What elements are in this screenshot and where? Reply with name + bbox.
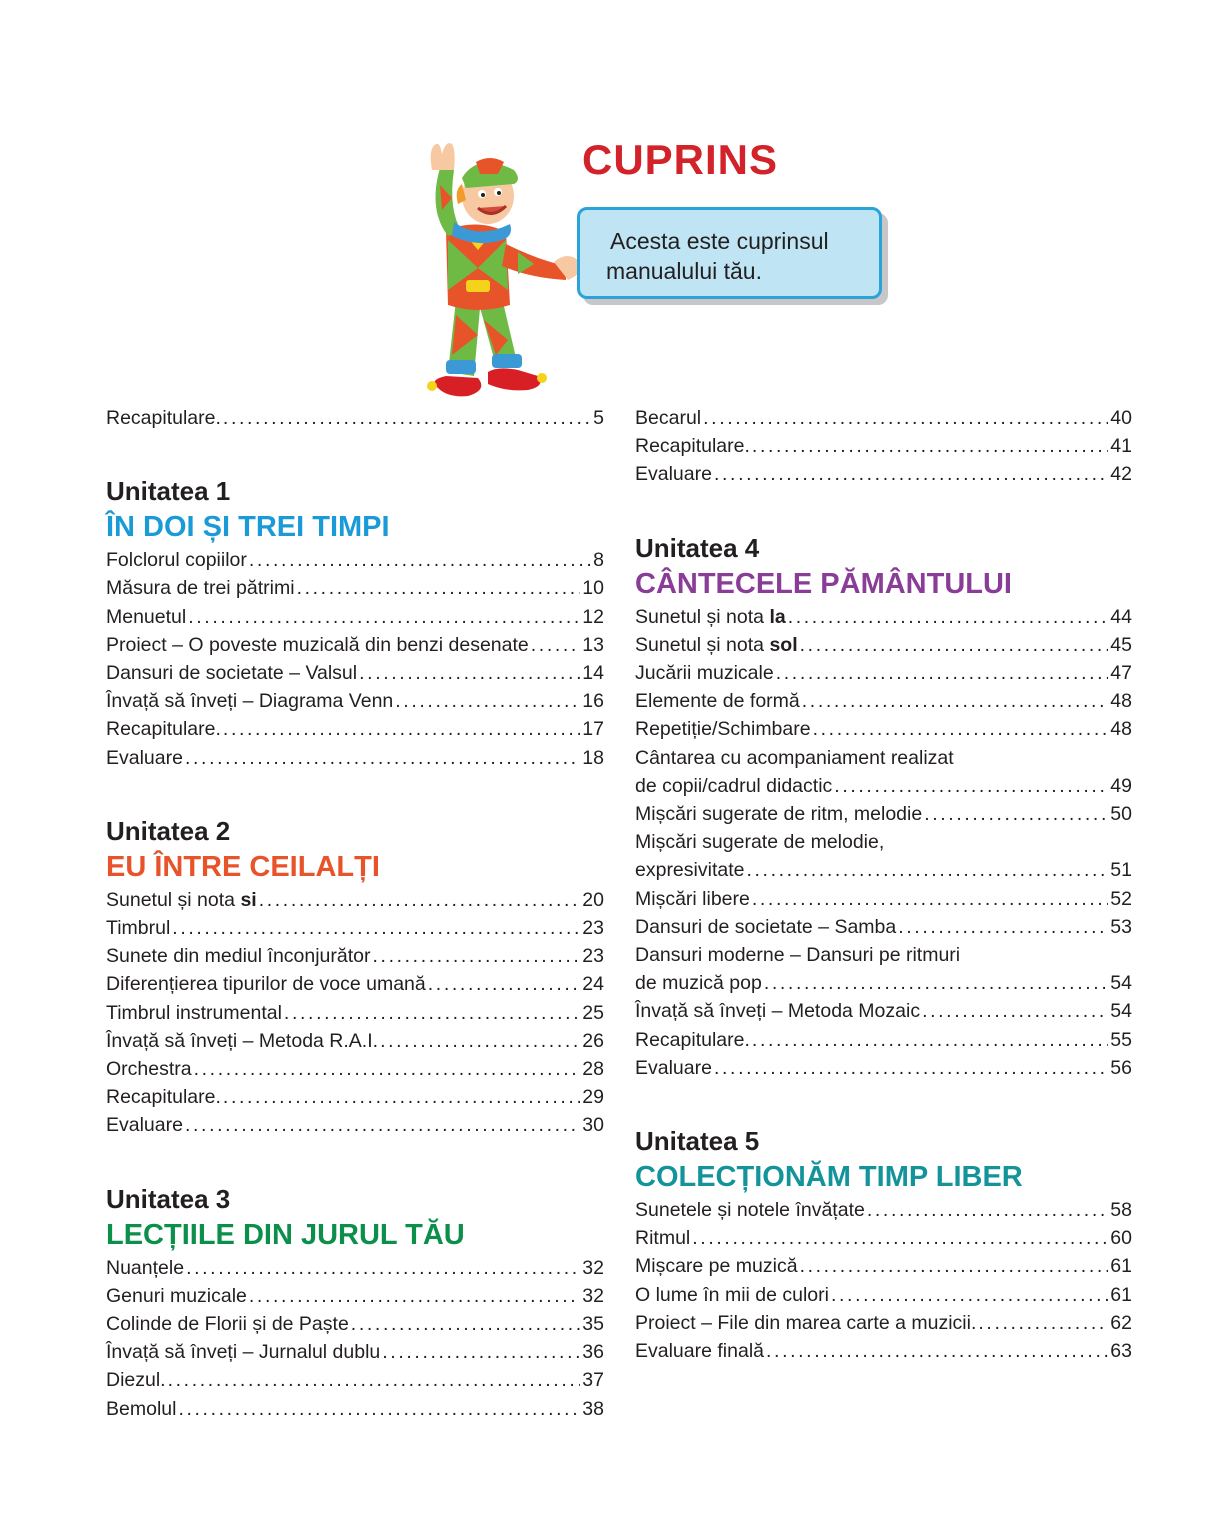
toc-entry: Evaluare . . . 56	[635, 1054, 1132, 1082]
toc-entry-first-line: Dansuri moderne – Dansuri pe ritmuri	[635, 944, 961, 967]
page-header	[0, 0, 1211, 400]
toc-entry: Măsura de trei pătrimi . . . 10	[106, 574, 604, 602]
toc-entry: Dansuri de societate – Samba . . . 53	[635, 913, 1132, 941]
toc-entry: de copii/cadrul didactic . . . 49	[635, 772, 1132, 800]
toc-entry: Folclorul copiilor . . . 8	[106, 546, 604, 574]
toc-entry: Diferențierea tipurilor de voce umană . . . 24	[106, 970, 604, 998]
toc-entry: Recapitulare. . . . 55	[635, 1026, 1132, 1054]
toc-entry: Evaluare . . . 18	[106, 744, 604, 772]
unit-4-label: Unitatea 4	[635, 532, 760, 563]
toc-entry-first-line: Cântarea cu acompaniament realizat	[635, 746, 954, 769]
toc-entry: Recapitulare. . . . 17	[106, 715, 604, 743]
toc-entry: Sunete din mediul înconjurător . . . 23	[106, 942, 604, 970]
toc-entry: Mișcare pe muzică . . . 61	[635, 1252, 1132, 1280]
unit-2-label: Unitatea 2	[106, 815, 231, 846]
toc-entry: Evaluare finală . . . 63	[635, 1337, 1132, 1365]
toc-entry: Învață să înveți – Jurnalul dublu . . . 36	[106, 1338, 604, 1366]
toc-entry: Becarul . . . 40	[635, 404, 1132, 432]
toc-column-left	[106, 404, 604, 1423]
unit-3-title: LECȚIILE DIN JURUL TĂU	[106, 1218, 465, 1251]
toc-entry: de muzică pop . . . 54	[635, 969, 1132, 997]
unit-4-entries	[635, 603, 1132, 1082]
unit-2-entries	[106, 886, 604, 1140]
unit-1-label: Unitatea 1	[106, 476, 231, 507]
unit-3-entries	[106, 1254, 604, 1423]
page-title: CUPRINS	[582, 136, 779, 183]
toc-entry: Sunetele și notele învățate . . . 58	[635, 1196, 1132, 1224]
unit-1-title: ÎN DOI ȘI TREI TIMPI	[106, 511, 390, 544]
toc-entry: Învață să înveți – Metoda R.A.I. . . . 26	[106, 1027, 604, 1055]
toc-entry: Sunetul și nota si . . . 20	[106, 886, 604, 914]
toc-entry: Evaluare . . . 30	[106, 1111, 604, 1139]
toc-entry: Evaluare . . . 42	[635, 460, 1132, 488]
toc-entry: Învață să înveți – Metoda Mozaic . . . 54	[635, 997, 1132, 1025]
toc-column-right	[635, 404, 1132, 1365]
unit-5-entries	[635, 1196, 1132, 1365]
toc-entry: Repetiție/Schimbare . . . 48	[635, 715, 1132, 743]
toc-entry: Ritmul . . . 60	[635, 1224, 1132, 1252]
toc-entry: Dansuri de societate – Valsul . . . 14	[106, 659, 604, 687]
unit-2-title: EU ÎNTRE CEILALȚI	[106, 850, 380, 883]
unit-3-entries-continued	[635, 404, 1132, 489]
toc-entry: Învață să înveți – Diagrama Venn . . . 16	[106, 687, 604, 715]
toc-entry: Bemolul . . . 38	[106, 1395, 604, 1423]
toc-entry-intro	[106, 404, 604, 432]
toc-entry: Timbrul instrumental . . . 25	[106, 999, 604, 1027]
unit-3-label: Unitatea 3	[106, 1183, 231, 1214]
unit-5-label: Unitatea 5	[635, 1126, 760, 1157]
toc-entry: Proiect – O poveste muzicală din benzi desenate . . . 13	[106, 631, 604, 659]
toc-entry: Orchestra . . . 28	[106, 1055, 604, 1083]
entry-page: 5	[593, 407, 604, 429]
toc-entry: Nuanțele . . . 32	[106, 1254, 604, 1282]
jester-mascot-icon	[418, 140, 588, 405]
toc-entry: Recapitulare. . . . 41	[635, 432, 1132, 460]
toc-entry: Colinde de Florii și de Paște . . . 35	[106, 1310, 604, 1338]
toc-entry: Mișcări libere . . . 52	[635, 885, 1132, 913]
toc-entry: Menuetul . . . 12	[106, 603, 604, 631]
toc-entry: O lume în mii de culori . . . 61	[635, 1281, 1132, 1309]
unit-5-title: COLECȚIONĂM TIMP LIBER	[635, 1161, 1023, 1194]
toc-entry: Timbrul . . . 23	[106, 914, 604, 942]
toc-entry: Sunetul și nota sol . . . 45	[635, 631, 1132, 659]
toc-entry: Genuri muzicale . . . 32	[106, 1282, 604, 1310]
toc-entry: Jucării muzicale . . . 47	[635, 659, 1132, 687]
unit-1-entries	[106, 546, 604, 772]
toc-entry: Recapitulare. . . . 29	[106, 1083, 604, 1111]
toc-entry: expresivitate . . . 51	[635, 856, 1132, 884]
toc-entry: Diezul. . . . 37	[106, 1366, 604, 1394]
entry-title: Recapitulare.	[106, 407, 221, 429]
toc-entry: Elemente de formă . . . 48	[635, 687, 1132, 715]
bubble-line-1: Acesta este cuprinsul	[610, 228, 829, 254]
toc-entry-first-line: Mișcări sugerate de melodie,	[635, 831, 885, 854]
toc-entry: Mișcări sugerate de ritm, melodie . . . 50	[635, 800, 1132, 828]
unit-4-title: CÂNTECELE PĂMÂNTULUI	[635, 567, 1012, 600]
bubble-line-2: manualului tău.	[606, 258, 762, 284]
speech-bubble	[577, 207, 882, 299]
toc-entry: Sunetul și nota la . . . 44	[635, 603, 1132, 631]
toc-entry: Proiect – File din marea carte a muzicii. . . . 62	[635, 1309, 1132, 1337]
